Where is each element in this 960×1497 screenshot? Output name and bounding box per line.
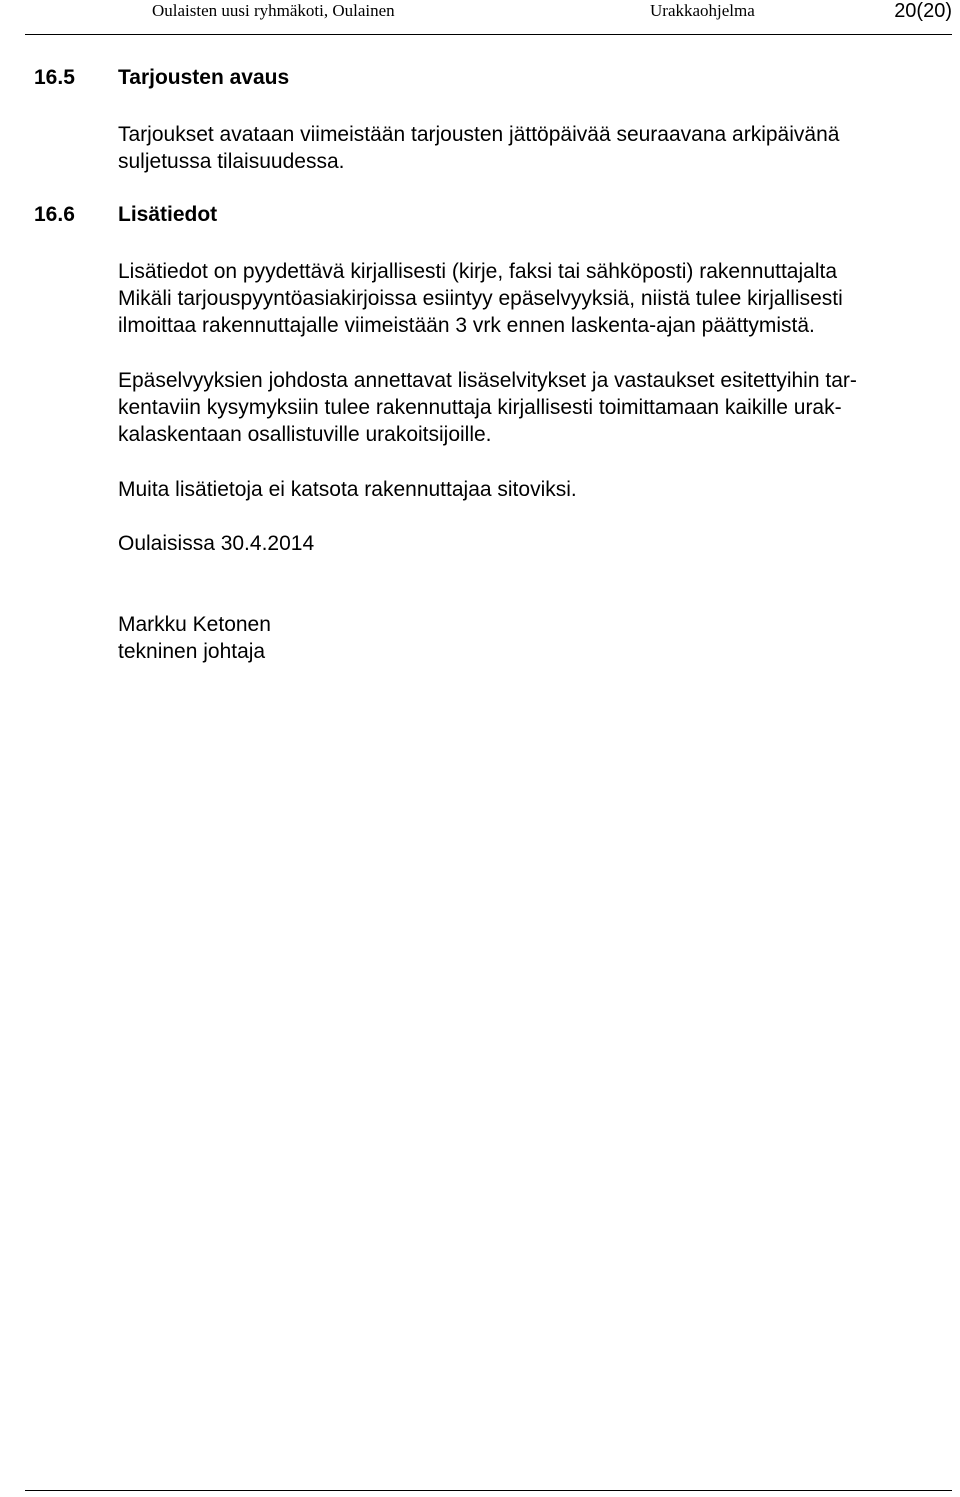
paragraph-lisatiedot-not-binding xyxy=(118,476,954,503)
header-document-type: Urakkaohjelma xyxy=(650,1,755,20)
section-number: 16.6 xyxy=(34,203,75,226)
paragraph-line: Mikäli tarjouspyyntöasiakirjoissa esiintyy epäselvyyksiä, niistä tulee kirjallisesti xyxy=(118,287,843,310)
paragraph-line: kentaviin kysymyksiin tulee rakennuttaja kirjallisesti toimittamaan kaikille urak- xyxy=(118,396,842,419)
header-page-number: 20(20) xyxy=(894,0,952,22)
place-and-date xyxy=(118,530,954,557)
place-date-line: Oulaisissa 30.4.2014 xyxy=(118,532,315,555)
section-title: Tarjousten avaus xyxy=(118,66,290,89)
paragraph-line: ilmoittaa rakennuttajalle viimeistään 3 vrk ennen laskenta-ajan päättymistä. xyxy=(118,314,815,337)
page-header xyxy=(25,0,952,35)
signature-block xyxy=(118,611,954,665)
paragraph-lisatiedot-request xyxy=(118,258,954,339)
signer-name: Markku Ketonen xyxy=(118,613,271,636)
paragraph-line: Tarjoukset avataan viimeistään tarjousten jättöpäivää seuraavana arkipäivänä xyxy=(118,123,840,146)
paragraph-line: Epäselvyyksien johdosta annettavat lisäselvitykset ja vastaukset esitettyihin tar- xyxy=(118,369,857,392)
paragraph-line: suljetussa tilaisuudessa. xyxy=(118,150,345,173)
section-title: Lisätiedot xyxy=(118,203,218,226)
paragraph-line: Muita lisätietoja ei katsota rakennuttajaa sitoviksi. xyxy=(118,478,577,501)
paragraph-line: Lisätiedot on pyydettävä kirjallisesti (kirje, faksi tai sähköposti) rakennuttajalta xyxy=(118,260,838,283)
signer-title: tekninen johtaja xyxy=(118,640,266,663)
paragraph-line: kalaskentaan osallistuville urakoitsijoille. xyxy=(118,423,492,446)
header-project-title: Oulaisten uusi ryhmäkoti, Oulainen xyxy=(152,1,395,20)
footer-divider xyxy=(25,1490,952,1491)
paragraph-lisatiedot-clarifications xyxy=(118,367,954,448)
section-number: 16.5 xyxy=(34,66,75,89)
paragraph-tarjousten-avaus xyxy=(118,121,954,175)
